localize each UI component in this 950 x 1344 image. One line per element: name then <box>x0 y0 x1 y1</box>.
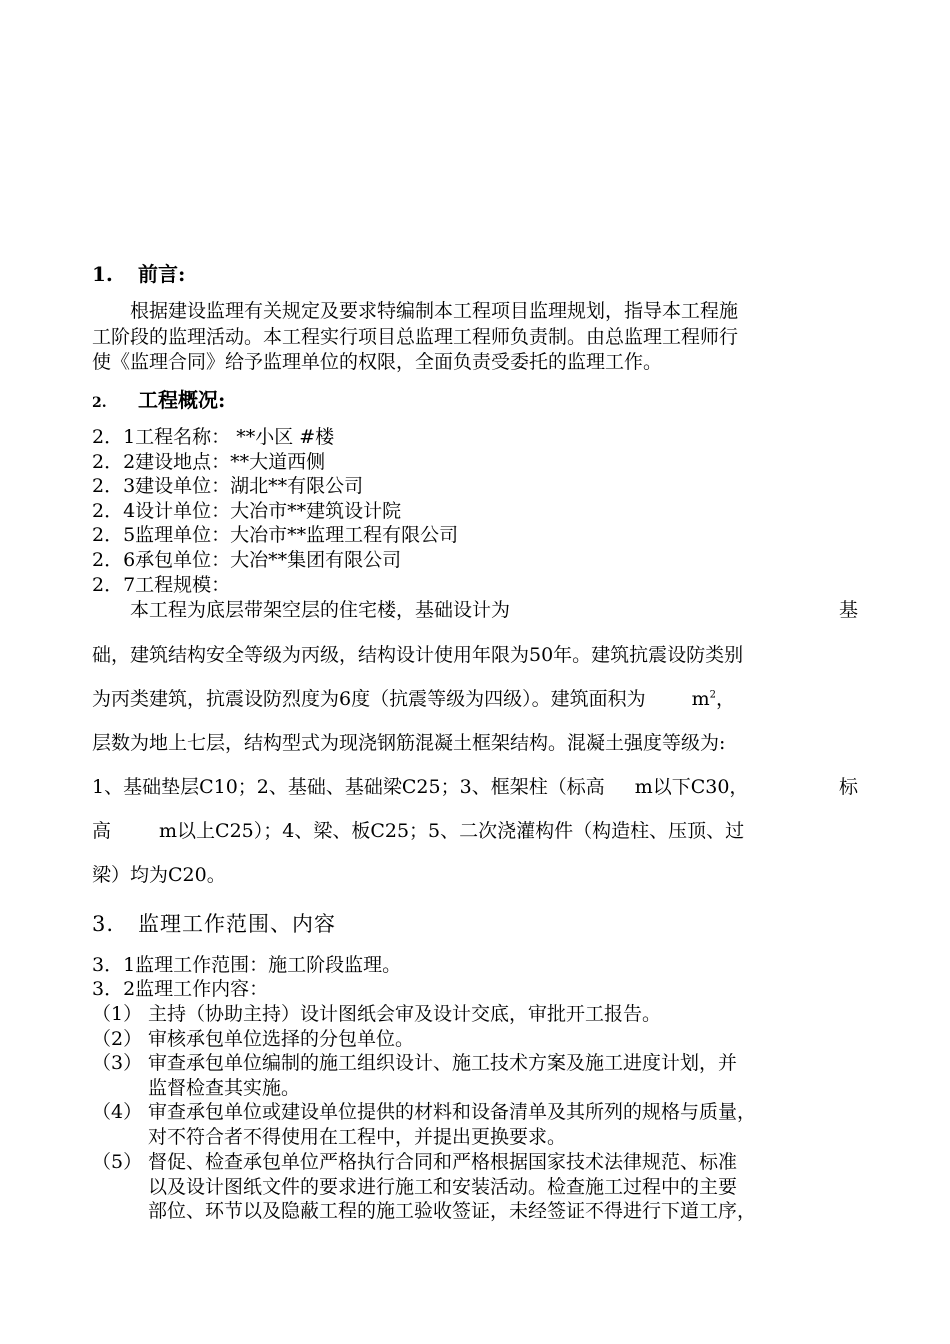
section-2-number: 2. <box>92 395 107 411</box>
project-info-item: 2．2建设地点：**大道西侧 <box>92 451 326 473</box>
scope-item: 3．2监理工作内容： <box>92 978 269 1000</box>
list-item-number: （5） <box>92 1151 143 1173</box>
list-item-number: （2） <box>92 1028 143 1050</box>
project-info-item: 2．4设计单位：大冶市**建筑设计院 <box>92 500 402 522</box>
list-item-text: 主持（协助主持）设计图纸会审及设计交底，审批开工报告。 <box>148 1003 662 1025</box>
list-item-text: 部位、环节以及隐蔽工程的施工验收签证，未经签证不得进行下道工序， <box>148 1200 757 1222</box>
project-info-item: 2．7工程规模： <box>92 574 231 596</box>
project-info-item: 2．5监理单位：大冶市**监理工程有限公司 <box>92 524 459 546</box>
list-item-number: （4） <box>92 1101 143 1123</box>
section-2-heading <box>92 388 858 415</box>
scale-text: m以上C25）；4、梁、板C25；5、二次浇灌构件（构造柱、压顶、过 <box>159 820 745 842</box>
section-1-paragraph-line: 根据建设监理有关规定及要求特编制本工程项目监理规划，指导本工程施 <box>130 300 739 322</box>
list-item-text: 审查承包单位或建设单位提供的材料和设备清单及其所列的规格与质量， <box>148 1101 757 1123</box>
section-1-paragraph-line: 使《监理合同》给予监理单位的权限，全面负责受委托的监理工作。 <box>92 351 663 373</box>
list-item-text: 督促、检查承包单位严格执行合同和严格根据国家技术法律规范、标准 <box>148 1151 738 1173</box>
list-item-text: 对不符合者不得使用在工程中，并提出更换要求。 <box>148 1126 567 1148</box>
scale-paragraph-line <box>92 775 858 799</box>
project-info-item: 2．6承包单位：大冶**集团有限公司 <box>92 549 402 571</box>
scale-text: 高 <box>92 820 112 842</box>
scale-paragraph-line: 础，建筑结构安全等级为丙级，结构设计使用年限为50年。建筑抗震设防类别 <box>92 644 744 666</box>
scale-text: ， <box>716 688 736 710</box>
area-unit: m <box>691 688 710 710</box>
list-item-text: 以及设计图纸文件的要求进行施工和安装活动。检查施工过程中的主要 <box>148 1176 738 1198</box>
scale-paragraph-line: 梁）均为C20。 <box>92 864 226 886</box>
section-1-number: 1. <box>92 262 113 286</box>
section-1-title: 前言: <box>138 262 186 286</box>
area-unit-sup: 2 <box>709 689 716 701</box>
project-info-item: 2．3建设单位：湖北**有限公司 <box>92 475 364 497</box>
scale-text: 标 <box>838 776 858 798</box>
scale-text: 为丙类建筑，抗震设防烈度为6度（抗震等级为四级）。建筑面积为 <box>92 688 646 710</box>
list-item-number: （1） <box>92 1003 143 1025</box>
scale-paragraph-line <box>92 598 858 622</box>
scale-paragraph-line <box>92 687 858 711</box>
section-1-heading <box>92 262 858 286</box>
scope-item: 3．1监理工作范围：施工阶段监理。 <box>92 954 402 976</box>
scale-text: 基 <box>838 599 858 621</box>
list-item-text: 审核承包单位选择的分包单位。 <box>148 1028 415 1050</box>
list-item-text: 审查承包单位编制的施工组织设计、施工技术方案及施工进度计划，并 <box>148 1052 738 1074</box>
section-3-title: 监理工作范围、内容 <box>138 912 336 936</box>
scale-text: 1、基础垫层C10；2、基础、基础梁C25；3、框架柱（标高 m以下C30， <box>92 776 749 798</box>
scale-paragraph-line <box>92 819 858 843</box>
list-item-number: （3） <box>92 1052 143 1074</box>
scale-paragraph-line: 层数为地上七层，结构型式为现浇钢筋混凝土框架结构。混凝土强度等级为: <box>92 732 726 754</box>
section-1-paragraph-line: 工阶段的监理活动。本工程实行项目总监理工程师负责制。由总监理工程师行 <box>92 326 739 348</box>
section-3-heading <box>92 912 858 936</box>
project-info-item: 2．1工程名称： **小区 #楼 <box>92 426 335 448</box>
list-item-text: 监督检查其实施。 <box>148 1077 301 1099</box>
scale-text: 本工程为底层带架空层的住宅楼，基础设计为 <box>130 599 511 621</box>
section-2-title: 工程概况: <box>138 388 226 412</box>
section-3-number: 3. <box>92 912 115 936</box>
